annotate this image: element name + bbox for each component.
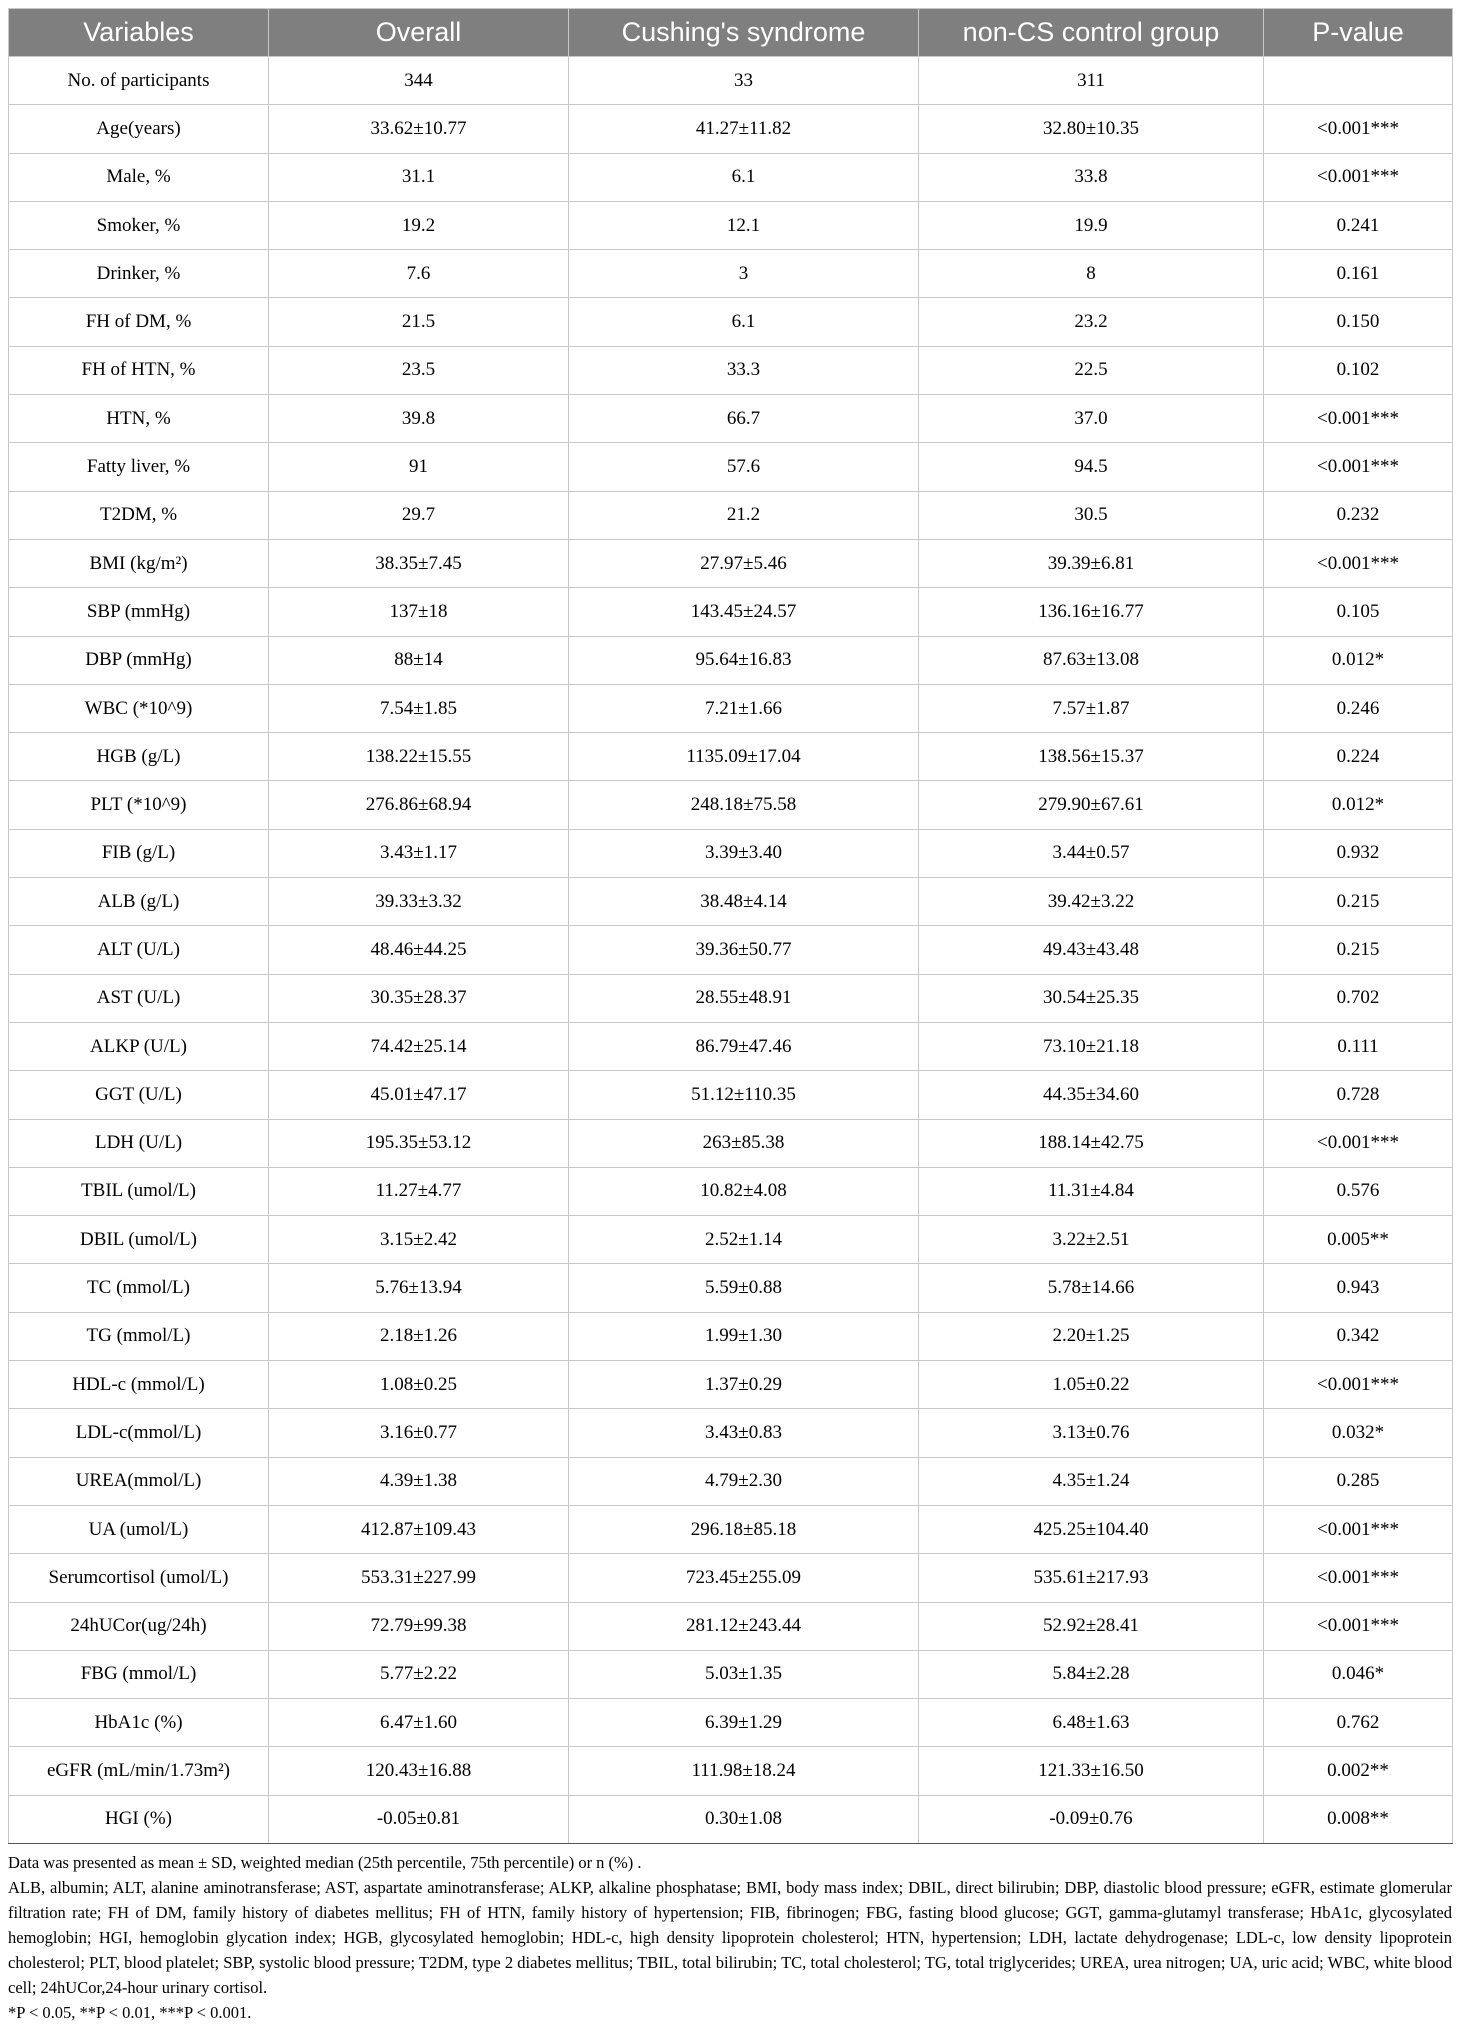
variable-cell: Male, % <box>9 153 269 201</box>
footnote-abbreviations: ALB, albumin; ALT, alanine aminotransferase; AST, aspartate aminotransferase; ALKP, alkaline phosphatase; BMI, body mass index; DBIL, direct bilirubin; DBP, diastolic blood pressure; eGFR, estimate glomerular filtration rate; FH of DM, family history of diabetes mellitus; FH of HTN, family history of hypertension; FIB, fibrinogen; FBG, fasting blood glucose; GGT, gamma-glutamyl transferase; HbA1c, glycosylated hemoglobin; HGI, hemoglobin glycation index; HGB, glycosylated hemoglobin; HDL-c, high density lipoprotein cholesterol; HTN, hypertension; LDH, lactate dehydrogenase; LDL-c, low density lipoprotein cholesterol; PLT, blood platelet; SBP, systolic blood pressure; T2DM, type 2 diabetes mellitus; TBIL, total bilirubin; TC, total cholesterol; TG, total triglycerides; UREA, urea nitrogen; UA, uric acid; WBC, white blood cell; 24hUCor,24-hour urinary cortisol. <box>8 1877 1452 1997</box>
table-row <box>9 636 1453 684</box>
table-row <box>9 298 1453 346</box>
cushings-cell: 723.45±255.09 <box>569 1554 919 1602</box>
control-cell: 33.8 <box>919 153 1264 201</box>
cushings-cell: 86.79±47.46 <box>569 1022 919 1070</box>
overall-cell: 2.18±1.26 <box>269 1312 569 1360</box>
control-cell: 30.5 <box>919 491 1264 539</box>
control-cell: 138.56±15.37 <box>919 733 1264 781</box>
variable-cell: LDL-c(mmol/L) <box>9 1409 269 1457</box>
p-value-cell: 0.008** <box>1264 1795 1453 1843</box>
p-value-cell: <0.001*** <box>1264 1554 1453 1602</box>
overall-cell: 3.16±0.77 <box>269 1409 569 1457</box>
table-row <box>9 829 1453 877</box>
p-value-cell: 0.105 <box>1264 588 1453 636</box>
p-value-cell: 0.246 <box>1264 684 1453 732</box>
variable-cell: TBIL (umol/L) <box>9 1167 269 1215</box>
table-row <box>9 1747 1453 1795</box>
baseline-characteristics-table <box>8 8 1453 1844</box>
cushings-cell: 5.59±0.88 <box>569 1264 919 1312</box>
control-cell: 22.5 <box>919 346 1264 394</box>
table-row <box>9 1602 1453 1650</box>
overall-cell: -0.05±0.81 <box>269 1795 569 1843</box>
p-value-cell: 0.728 <box>1264 1071 1453 1119</box>
p-value-cell: <0.001*** <box>1264 105 1453 153</box>
overall-cell: 5.76±13.94 <box>269 1264 569 1312</box>
variable-cell: GGT (U/L) <box>9 1071 269 1119</box>
variable-cell: HDL-c (mmol/L) <box>9 1361 269 1409</box>
control-cell: 5.78±14.66 <box>919 1264 1264 1312</box>
control-cell: 535.61±217.93 <box>919 1554 1264 1602</box>
table-row <box>9 105 1453 153</box>
table-row <box>9 1554 1453 1602</box>
overall-cell: 38.35±7.45 <box>269 539 569 587</box>
table-row <box>9 443 1453 491</box>
variable-cell: 24hUCor(ug/24h) <box>9 1602 269 1650</box>
p-value-cell: 0.224 <box>1264 733 1453 781</box>
table-row <box>9 1022 1453 1070</box>
header-overall: Overall <box>269 9 569 57</box>
table-row <box>9 250 1453 298</box>
overall-cell: 3.43±1.17 <box>269 829 569 877</box>
p-value-cell: 0.012* <box>1264 781 1453 829</box>
variable-cell: BMI (kg/m²) <box>9 539 269 587</box>
variable-cell: HGI (%) <box>9 1795 269 1843</box>
header-non-cs-control: non-CS control group <box>919 9 1264 57</box>
cushings-cell: 39.36±50.77 <box>569 926 919 974</box>
overall-cell: 33.62±10.77 <box>269 105 569 153</box>
p-value-cell: <0.001*** <box>1264 153 1453 201</box>
table-row <box>9 1264 1453 1312</box>
overall-cell: 276.86±68.94 <box>269 781 569 829</box>
control-cell: -0.09±0.76 <box>919 1795 1264 1843</box>
p-value-cell: 0.241 <box>1264 201 1453 249</box>
table-row <box>9 1650 1453 1698</box>
table-container <box>8 8 1452 2025</box>
p-value-cell: 0.102 <box>1264 346 1453 394</box>
variable-cell: FH of DM, % <box>9 298 269 346</box>
overall-cell: 3.15±2.42 <box>269 1216 569 1264</box>
overall-cell: 45.01±47.17 <box>269 1071 569 1119</box>
overall-cell: 39.33±3.32 <box>269 878 569 926</box>
cushings-cell: 7.21±1.66 <box>569 684 919 732</box>
control-cell: 8 <box>919 250 1264 298</box>
variable-cell: UA (umol/L) <box>9 1505 269 1553</box>
p-value-cell: 0.012* <box>1264 636 1453 684</box>
overall-cell: 29.7 <box>269 491 569 539</box>
table-row <box>9 201 1453 249</box>
cushings-cell: 12.1 <box>569 201 919 249</box>
table-row <box>9 974 1453 1022</box>
p-value-cell: 0.215 <box>1264 878 1453 926</box>
table-row <box>9 491 1453 539</box>
control-cell: 87.63±13.08 <box>919 636 1264 684</box>
p-value-cell: 0.702 <box>1264 974 1453 1022</box>
p-value-cell: 0.215 <box>1264 926 1453 974</box>
overall-cell: 30.35±28.37 <box>269 974 569 1022</box>
table-header-row <box>9 9 1453 57</box>
variable-cell: Smoker, % <box>9 201 269 249</box>
p-value-cell: <0.001*** <box>1264 1505 1453 1553</box>
p-value-cell: 0.150 <box>1264 298 1453 346</box>
cushings-cell: 263±85.38 <box>569 1119 919 1167</box>
variable-cell: HTN, % <box>9 395 269 443</box>
variable-cell: No. of participants <box>9 57 269 105</box>
control-cell: 49.43±43.48 <box>919 926 1264 974</box>
control-cell: 19.9 <box>919 201 1264 249</box>
variable-cell: FH of HTN, % <box>9 346 269 394</box>
p-value-cell: 0.111 <box>1264 1022 1453 1070</box>
overall-cell: 74.42±25.14 <box>269 1022 569 1070</box>
variable-cell: Fatty liver, % <box>9 443 269 491</box>
overall-cell: 21.5 <box>269 298 569 346</box>
control-cell: 136.16±16.77 <box>919 588 1264 636</box>
table-row <box>9 1119 1453 1167</box>
p-value-cell: 0.285 <box>1264 1457 1453 1505</box>
cushings-cell: 51.12±110.35 <box>569 1071 919 1119</box>
control-cell: 37.0 <box>919 395 1264 443</box>
overall-cell: 4.39±1.38 <box>269 1457 569 1505</box>
variable-cell: Drinker, % <box>9 250 269 298</box>
variable-cell: Age(years) <box>9 105 269 153</box>
overall-cell: 120.43±16.88 <box>269 1747 569 1795</box>
control-cell: 3.22±2.51 <box>919 1216 1264 1264</box>
control-cell: 32.80±10.35 <box>919 105 1264 153</box>
variable-cell: ALKP (U/L) <box>9 1022 269 1070</box>
cushings-cell: 41.27±11.82 <box>569 105 919 153</box>
footnote-significance: *P < 0.05, **P < 0.01, ***P < 0.001. <box>8 2002 252 2022</box>
overall-cell: 88±14 <box>269 636 569 684</box>
control-cell: 44.35±34.60 <box>919 1071 1264 1119</box>
variable-cell: eGFR (mL/min/1.73m²) <box>9 1747 269 1795</box>
p-value-cell: <0.001*** <box>1264 1361 1453 1409</box>
cushings-cell: 33.3 <box>569 346 919 394</box>
control-cell: 425.25±104.40 <box>919 1505 1264 1553</box>
table-row <box>9 1505 1453 1553</box>
table-row <box>9 1071 1453 1119</box>
overall-cell: 39.8 <box>269 395 569 443</box>
control-cell: 1.05±0.22 <box>919 1361 1264 1409</box>
cushings-cell: 296.18±85.18 <box>569 1505 919 1553</box>
cushings-cell: 248.18±75.58 <box>569 781 919 829</box>
variable-cell: HbA1c (%) <box>9 1699 269 1747</box>
control-cell: 3.44±0.57 <box>919 829 1264 877</box>
overall-cell: 31.1 <box>269 153 569 201</box>
cushings-cell: 6.1 <box>569 153 919 201</box>
table-row <box>9 878 1453 926</box>
cushings-cell: 3.39±3.40 <box>569 829 919 877</box>
variable-cell: WBC (*10^9) <box>9 684 269 732</box>
table-row <box>9 1409 1453 1457</box>
p-value-cell: 0.161 <box>1264 250 1453 298</box>
cushings-cell: 5.03±1.35 <box>569 1650 919 1698</box>
table-row <box>9 588 1453 636</box>
control-cell: 188.14±42.75 <box>919 1119 1264 1167</box>
header-cushings-syndrome: Cushing's syndrome <box>569 9 919 57</box>
variable-cell: TC (mmol/L) <box>9 1264 269 1312</box>
control-cell: 73.10±21.18 <box>919 1022 1264 1070</box>
variable-cell: T2DM, % <box>9 491 269 539</box>
overall-cell: 7.6 <box>269 250 569 298</box>
table-row <box>9 395 1453 443</box>
control-cell: 52.92±28.41 <box>919 1602 1264 1650</box>
overall-cell: 5.77±2.22 <box>269 1650 569 1698</box>
variable-cell: PLT (*10^9) <box>9 781 269 829</box>
cushings-cell: 3.43±0.83 <box>569 1409 919 1457</box>
overall-cell: 23.5 <box>269 346 569 394</box>
control-cell: 279.90±67.61 <box>919 781 1264 829</box>
cushings-cell: 6.1 <box>569 298 919 346</box>
overall-cell: 344 <box>269 57 569 105</box>
variable-cell: AST (U/L) <box>9 974 269 1022</box>
cushings-cell: 38.48±4.14 <box>569 878 919 926</box>
variable-cell: FIB (g/L) <box>9 829 269 877</box>
table-row <box>9 1795 1453 1843</box>
cushings-cell: 27.97±5.46 <box>569 539 919 587</box>
table-row <box>9 684 1453 732</box>
table-row <box>9 57 1453 105</box>
table-row <box>9 1699 1453 1747</box>
table-row <box>9 539 1453 587</box>
cushings-cell: 1135.09±17.04 <box>569 733 919 781</box>
p-value-cell: 0.005** <box>1264 1216 1453 1264</box>
table-row <box>9 1361 1453 1409</box>
control-cell: 30.54±25.35 <box>919 974 1264 1022</box>
p-value-cell: <0.001*** <box>1264 1602 1453 1650</box>
p-value-cell: <0.001*** <box>1264 1119 1453 1167</box>
variable-cell: ALB (g/L) <box>9 878 269 926</box>
overall-cell: 19.2 <box>269 201 569 249</box>
cushings-cell: 0.30±1.08 <box>569 1795 919 1843</box>
cushings-cell: 6.39±1.29 <box>569 1699 919 1747</box>
variable-cell: DBIL (umol/L) <box>9 1216 269 1264</box>
cushings-cell: 281.12±243.44 <box>569 1602 919 1650</box>
overall-cell: 195.35±53.12 <box>269 1119 569 1167</box>
control-cell: 5.84±2.28 <box>919 1650 1264 1698</box>
p-value-cell: <0.001*** <box>1264 443 1453 491</box>
cushings-cell: 10.82±4.08 <box>569 1167 919 1215</box>
p-value-cell: 0.576 <box>1264 1167 1453 1215</box>
cushings-cell: 2.52±1.14 <box>569 1216 919 1264</box>
control-cell: 94.5 <box>919 443 1264 491</box>
cushings-cell: 66.7 <box>569 395 919 443</box>
table-body <box>9 57 1453 1844</box>
header-p-value: P-value <box>1264 9 1453 57</box>
control-cell: 121.33±16.50 <box>919 1747 1264 1795</box>
cushings-cell: 95.64±16.83 <box>569 636 919 684</box>
variable-cell: LDH (U/L) <box>9 1119 269 1167</box>
p-value-cell: <0.001*** <box>1264 539 1453 587</box>
cushings-cell: 3 <box>569 250 919 298</box>
table-row <box>9 1216 1453 1264</box>
header-variables: Variables <box>9 9 269 57</box>
variable-cell: DBP (mmHg) <box>9 636 269 684</box>
table-row <box>9 1457 1453 1505</box>
table-row <box>9 1167 1453 1215</box>
overall-cell: 553.31±227.99 <box>269 1554 569 1602</box>
variable-cell: Serumcortisol (umol/L) <box>9 1554 269 1602</box>
overall-cell: 7.54±1.85 <box>269 684 569 732</box>
p-value-cell: 0.046* <box>1264 1650 1453 1698</box>
cushings-cell: 143.45±24.57 <box>569 588 919 636</box>
overall-cell: 138.22±15.55 <box>269 733 569 781</box>
table-row <box>9 346 1453 394</box>
variable-cell: FBG (mmol/L) <box>9 1650 269 1698</box>
cushings-cell: 28.55±48.91 <box>569 974 919 1022</box>
control-cell: 3.13±0.76 <box>919 1409 1264 1457</box>
variable-cell: UREA(mmol/L) <box>9 1457 269 1505</box>
p-value-cell: <0.001*** <box>1264 395 1453 443</box>
cushings-cell: 4.79±2.30 <box>569 1457 919 1505</box>
table-row <box>9 926 1453 974</box>
control-cell: 23.2 <box>919 298 1264 346</box>
cushings-cell: 1.99±1.30 <box>569 1312 919 1360</box>
table-row <box>9 781 1453 829</box>
table-row <box>9 153 1453 201</box>
overall-cell: 72.79±99.38 <box>269 1602 569 1650</box>
control-cell: 7.57±1.87 <box>919 684 1264 732</box>
p-value-cell: 0.342 <box>1264 1312 1453 1360</box>
p-value-cell: 0.943 <box>1264 1264 1453 1312</box>
footnote-presentation: Data was presented as mean ± SD, weighted median (25th percentile, 75th percentile) or n (%) . <box>8 1852 642 1872</box>
cushings-cell: 33 <box>569 57 919 105</box>
control-cell: 2.20±1.25 <box>919 1312 1264 1360</box>
control-cell: 39.39±6.81 <box>919 539 1264 587</box>
variable-cell: HGB (g/L) <box>9 733 269 781</box>
p-value-cell: 0.032* <box>1264 1409 1453 1457</box>
control-cell: 4.35±1.24 <box>919 1457 1264 1505</box>
overall-cell: 48.46±44.25 <box>269 926 569 974</box>
cushings-cell: 57.6 <box>569 443 919 491</box>
table-row <box>9 733 1453 781</box>
overall-cell: 11.27±4.77 <box>269 1167 569 1215</box>
variable-cell: SBP (mmHg) <box>9 588 269 636</box>
p-value-cell <box>1264 57 1453 105</box>
variable-cell: ALT (U/L) <box>9 926 269 974</box>
overall-cell: 6.47±1.60 <box>269 1699 569 1747</box>
overall-cell: 91 <box>269 443 569 491</box>
overall-cell: 1.08±0.25 <box>269 1361 569 1409</box>
overall-cell: 412.87±109.43 <box>269 1505 569 1553</box>
table-footnotes <box>8 1850 1452 2025</box>
p-value-cell: 0.232 <box>1264 491 1453 539</box>
p-value-cell: 0.762 <box>1264 1699 1453 1747</box>
p-value-cell: 0.002** <box>1264 1747 1453 1795</box>
control-cell: 11.31±4.84 <box>919 1167 1264 1215</box>
cushings-cell: 111.98±18.24 <box>569 1747 919 1795</box>
p-value-cell: 0.932 <box>1264 829 1453 877</box>
control-cell: 39.42±3.22 <box>919 878 1264 926</box>
overall-cell: 137±18 <box>269 588 569 636</box>
variable-cell: TG (mmol/L) <box>9 1312 269 1360</box>
cushings-cell: 1.37±0.29 <box>569 1361 919 1409</box>
control-cell: 6.48±1.63 <box>919 1699 1264 1747</box>
table-row <box>9 1312 1453 1360</box>
cushings-cell: 21.2 <box>569 491 919 539</box>
control-cell: 311 <box>919 57 1264 105</box>
